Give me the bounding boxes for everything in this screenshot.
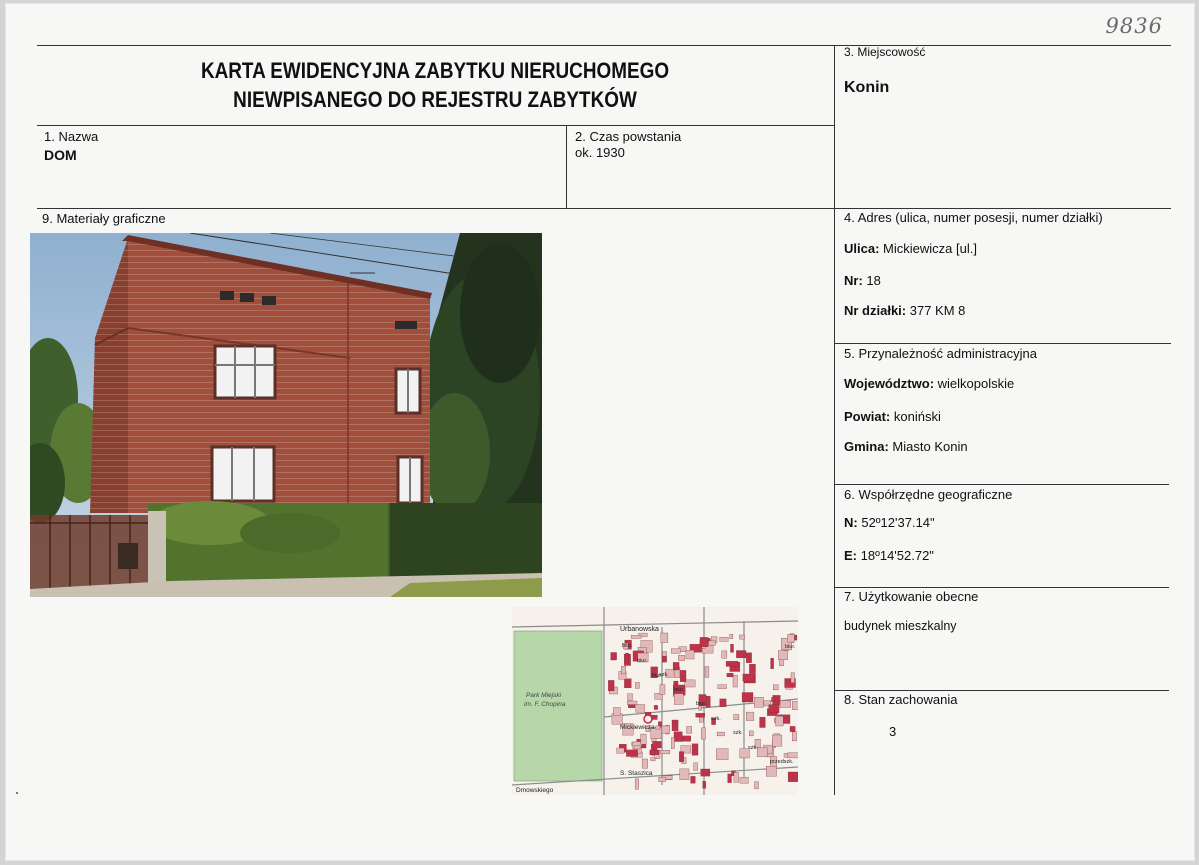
map-building	[662, 656, 666, 662]
map-building	[749, 664, 755, 673]
map-building	[691, 776, 696, 783]
map-building	[720, 637, 729, 641]
map-building	[718, 685, 727, 689]
map-building	[705, 667, 709, 678]
location-map	[512, 607, 798, 795]
rule-sec5	[834, 343, 1171, 344]
building-photo-image	[30, 233, 542, 597]
rule-sec8	[834, 690, 1169, 691]
map-building	[661, 750, 670, 754]
map-building	[650, 750, 659, 755]
handwritten-number: 9836	[1105, 14, 1163, 38]
map-building	[631, 635, 641, 638]
admin-county	[844, 409, 941, 424]
map-building	[654, 705, 658, 709]
map-label: biur.	[622, 643, 633, 649]
map-label: szk.	[711, 716, 721, 722]
map-building	[717, 732, 724, 736]
map-building	[699, 717, 703, 722]
admin-county-key: Powiat:	[844, 409, 891, 424]
map-building	[674, 694, 683, 705]
scan-speck	[16, 792, 18, 794]
map-building	[635, 779, 639, 789]
map-street-s: S. Staszica	[620, 770, 653, 777]
map-building	[790, 726, 795, 731]
admin-voivodeship-value: wielkopolskie	[937, 376, 1015, 391]
coord-north-key: N:	[844, 515, 858, 530]
map-building	[642, 759, 648, 768]
map-building	[681, 736, 691, 741]
rule-name-divider	[566, 125, 567, 208]
admin-voivodeship	[844, 376, 1014, 391]
map-building	[611, 653, 617, 661]
map-building	[742, 693, 753, 703]
field-condition-value: 3	[889, 724, 897, 739]
map-building	[656, 726, 660, 729]
map-building	[734, 772, 739, 782]
map-building	[628, 694, 633, 701]
map-building	[700, 637, 708, 646]
map-building	[746, 653, 751, 663]
map-building	[660, 685, 665, 695]
address-plot	[844, 303, 965, 318]
map-building	[788, 634, 795, 642]
map-building	[788, 772, 798, 782]
map-building	[641, 734, 647, 744]
map-street-top: Urbanowska	[620, 626, 659, 633]
field-name-label: 1. Nazwa	[44, 129, 99, 144]
rule-sec7	[834, 587, 1169, 588]
map-building	[734, 715, 739, 720]
address-plot-value: 377 KM 8	[909, 303, 966, 318]
map-building	[740, 777, 749, 783]
map-building	[760, 717, 766, 727]
map-building	[680, 769, 689, 780]
map-building	[624, 679, 631, 688]
map-label: przedszk.	[770, 759, 794, 765]
map-building	[772, 735, 782, 746]
map-building	[788, 753, 798, 758]
admin-commune-key: Gmina:	[844, 439, 889, 454]
map-building	[792, 701, 798, 709]
map-building	[726, 661, 738, 666]
map-building	[701, 728, 705, 739]
map-building	[722, 651, 727, 658]
map-building	[687, 726, 692, 733]
map-building	[626, 653, 629, 663]
map-building	[731, 644, 734, 652]
admin-commune	[844, 439, 968, 454]
map-label: biur.	[652, 673, 663, 679]
map-building	[680, 670, 686, 681]
map-building	[636, 705, 645, 713]
map-label: szk.	[659, 672, 669, 678]
field-graphics-label: 9. Materiały graficzne	[42, 211, 166, 226]
field-usage-label: 7. Użytkowanie obecne	[844, 589, 979, 604]
rule-top	[37, 45, 1171, 46]
map-building	[740, 635, 745, 639]
map-building	[736, 651, 746, 658]
map-label: biur.	[637, 658, 648, 664]
map-building	[671, 738, 674, 749]
map-label: biur.	[696, 701, 707, 707]
map-building	[685, 680, 695, 687]
map-building	[771, 658, 774, 669]
map-building	[673, 662, 679, 670]
rule-title-bottom	[37, 125, 835, 126]
field-locality-value: Konin	[844, 79, 890, 96]
address-number-value: 18	[866, 273, 881, 288]
map-building	[749, 731, 753, 736]
field-name-value: DOM	[44, 147, 77, 163]
map-building	[661, 633, 668, 643]
map-building	[757, 748, 767, 757]
map-street-mid: Mickiewicza	[620, 724, 655, 731]
map-building	[727, 673, 733, 677]
admin-voivodeship-key: Województwo:	[844, 376, 935, 391]
map-building	[627, 701, 637, 705]
address-street-value: Mickiewicza [ul.]	[883, 241, 977, 256]
map-building	[679, 752, 684, 762]
map-building	[621, 666, 625, 674]
field-date-value: ok. 1930	[575, 145, 625, 160]
map-building	[678, 655, 684, 660]
map-building	[720, 699, 726, 707]
map-building	[672, 720, 678, 731]
map-label: szk.	[733, 730, 743, 736]
map-building	[730, 634, 733, 639]
map-label: szk.	[748, 745, 758, 751]
map-building	[635, 682, 639, 688]
map-building	[659, 777, 666, 782]
map-building	[706, 696, 710, 707]
address-number	[844, 273, 881, 288]
field-address-label: 4. Adres (ulica, numer posesji, numer działki)	[844, 210, 1103, 225]
map-building	[662, 726, 670, 733]
map-building	[663, 652, 667, 657]
rule-name-bottom	[37, 208, 1171, 209]
map-building	[769, 705, 779, 713]
coord-north-value: 52º12'37.14"	[861, 515, 935, 530]
map-building	[608, 680, 614, 691]
map-building	[792, 732, 796, 741]
map-building	[778, 651, 787, 660]
map-building	[634, 746, 640, 749]
map-building	[626, 750, 637, 757]
map-building	[766, 766, 776, 776]
coord-east	[844, 548, 934, 563]
building-photo	[30, 233, 542, 597]
document-title-line2: NIEWPISANEGO DO REJESTRU ZABYTKÓW	[233, 87, 637, 112]
map-building	[628, 705, 635, 708]
map-building	[733, 675, 738, 687]
map-label: biur.	[785, 644, 796, 650]
coord-north	[844, 515, 935, 530]
map-building	[791, 673, 795, 683]
field-admin-label: 5. Przynależność administracyjna	[844, 346, 1037, 361]
map-building	[694, 763, 698, 771]
field-usage-value: budynek mieszkalny	[844, 619, 957, 633]
map-building	[617, 748, 624, 753]
admin-commune-value: Miasto Konin	[892, 439, 968, 454]
map-building	[776, 716, 784, 726]
map-building	[696, 713, 705, 717]
map-street-bottom: Dmowskiego	[516, 787, 554, 794]
map-building	[651, 758, 656, 761]
map-building	[755, 782, 759, 789]
map-building	[613, 708, 620, 716]
document-title-line1: KARTA EWIDENCYJNA ZABYTKU NIERUCHOMEGO	[200, 58, 670, 83]
map-building	[671, 649, 680, 654]
map-building	[746, 712, 754, 721]
map-building	[692, 744, 698, 755]
rule-right-column	[834, 45, 835, 795]
location-map-image	[512, 607, 798, 795]
map-building	[743, 674, 755, 681]
address-number-key: Nr:	[844, 273, 863, 288]
map-building	[653, 741, 662, 748]
field-condition-label: 8. Stan zachowania	[844, 692, 958, 707]
rule-sec6	[834, 484, 1169, 485]
address-street-key: Ulica:	[844, 241, 880, 256]
map-building	[754, 697, 763, 707]
map-building	[773, 685, 778, 690]
coord-east-key: E:	[844, 548, 857, 563]
map-building	[716, 749, 728, 760]
map-building	[703, 781, 706, 788]
address-street	[844, 241, 977, 256]
admin-county-value: koniński	[893, 409, 941, 424]
map-building	[780, 701, 791, 708]
coord-east-value: 18º14'52.72"	[860, 548, 934, 563]
map-building	[701, 769, 710, 776]
field-date-label: 2. Czas powstania	[575, 129, 682, 144]
map-building	[772, 698, 776, 702]
map-building	[686, 650, 694, 659]
map-building	[674, 732, 682, 742]
field-locality-label: 3. Miejscowość	[844, 45, 926, 59]
address-plot-key: Nr działki:	[844, 303, 907, 318]
map-park-label-1: Park Miejski	[526, 692, 562, 699]
field-coords-label: 6. Współrzędne geograficzne	[844, 487, 1013, 502]
map-label: biur.	[674, 687, 685, 693]
map-building	[728, 774, 732, 783]
map-building	[709, 641, 716, 645]
map-park-label-2: im. F. Chopina	[524, 701, 566, 708]
